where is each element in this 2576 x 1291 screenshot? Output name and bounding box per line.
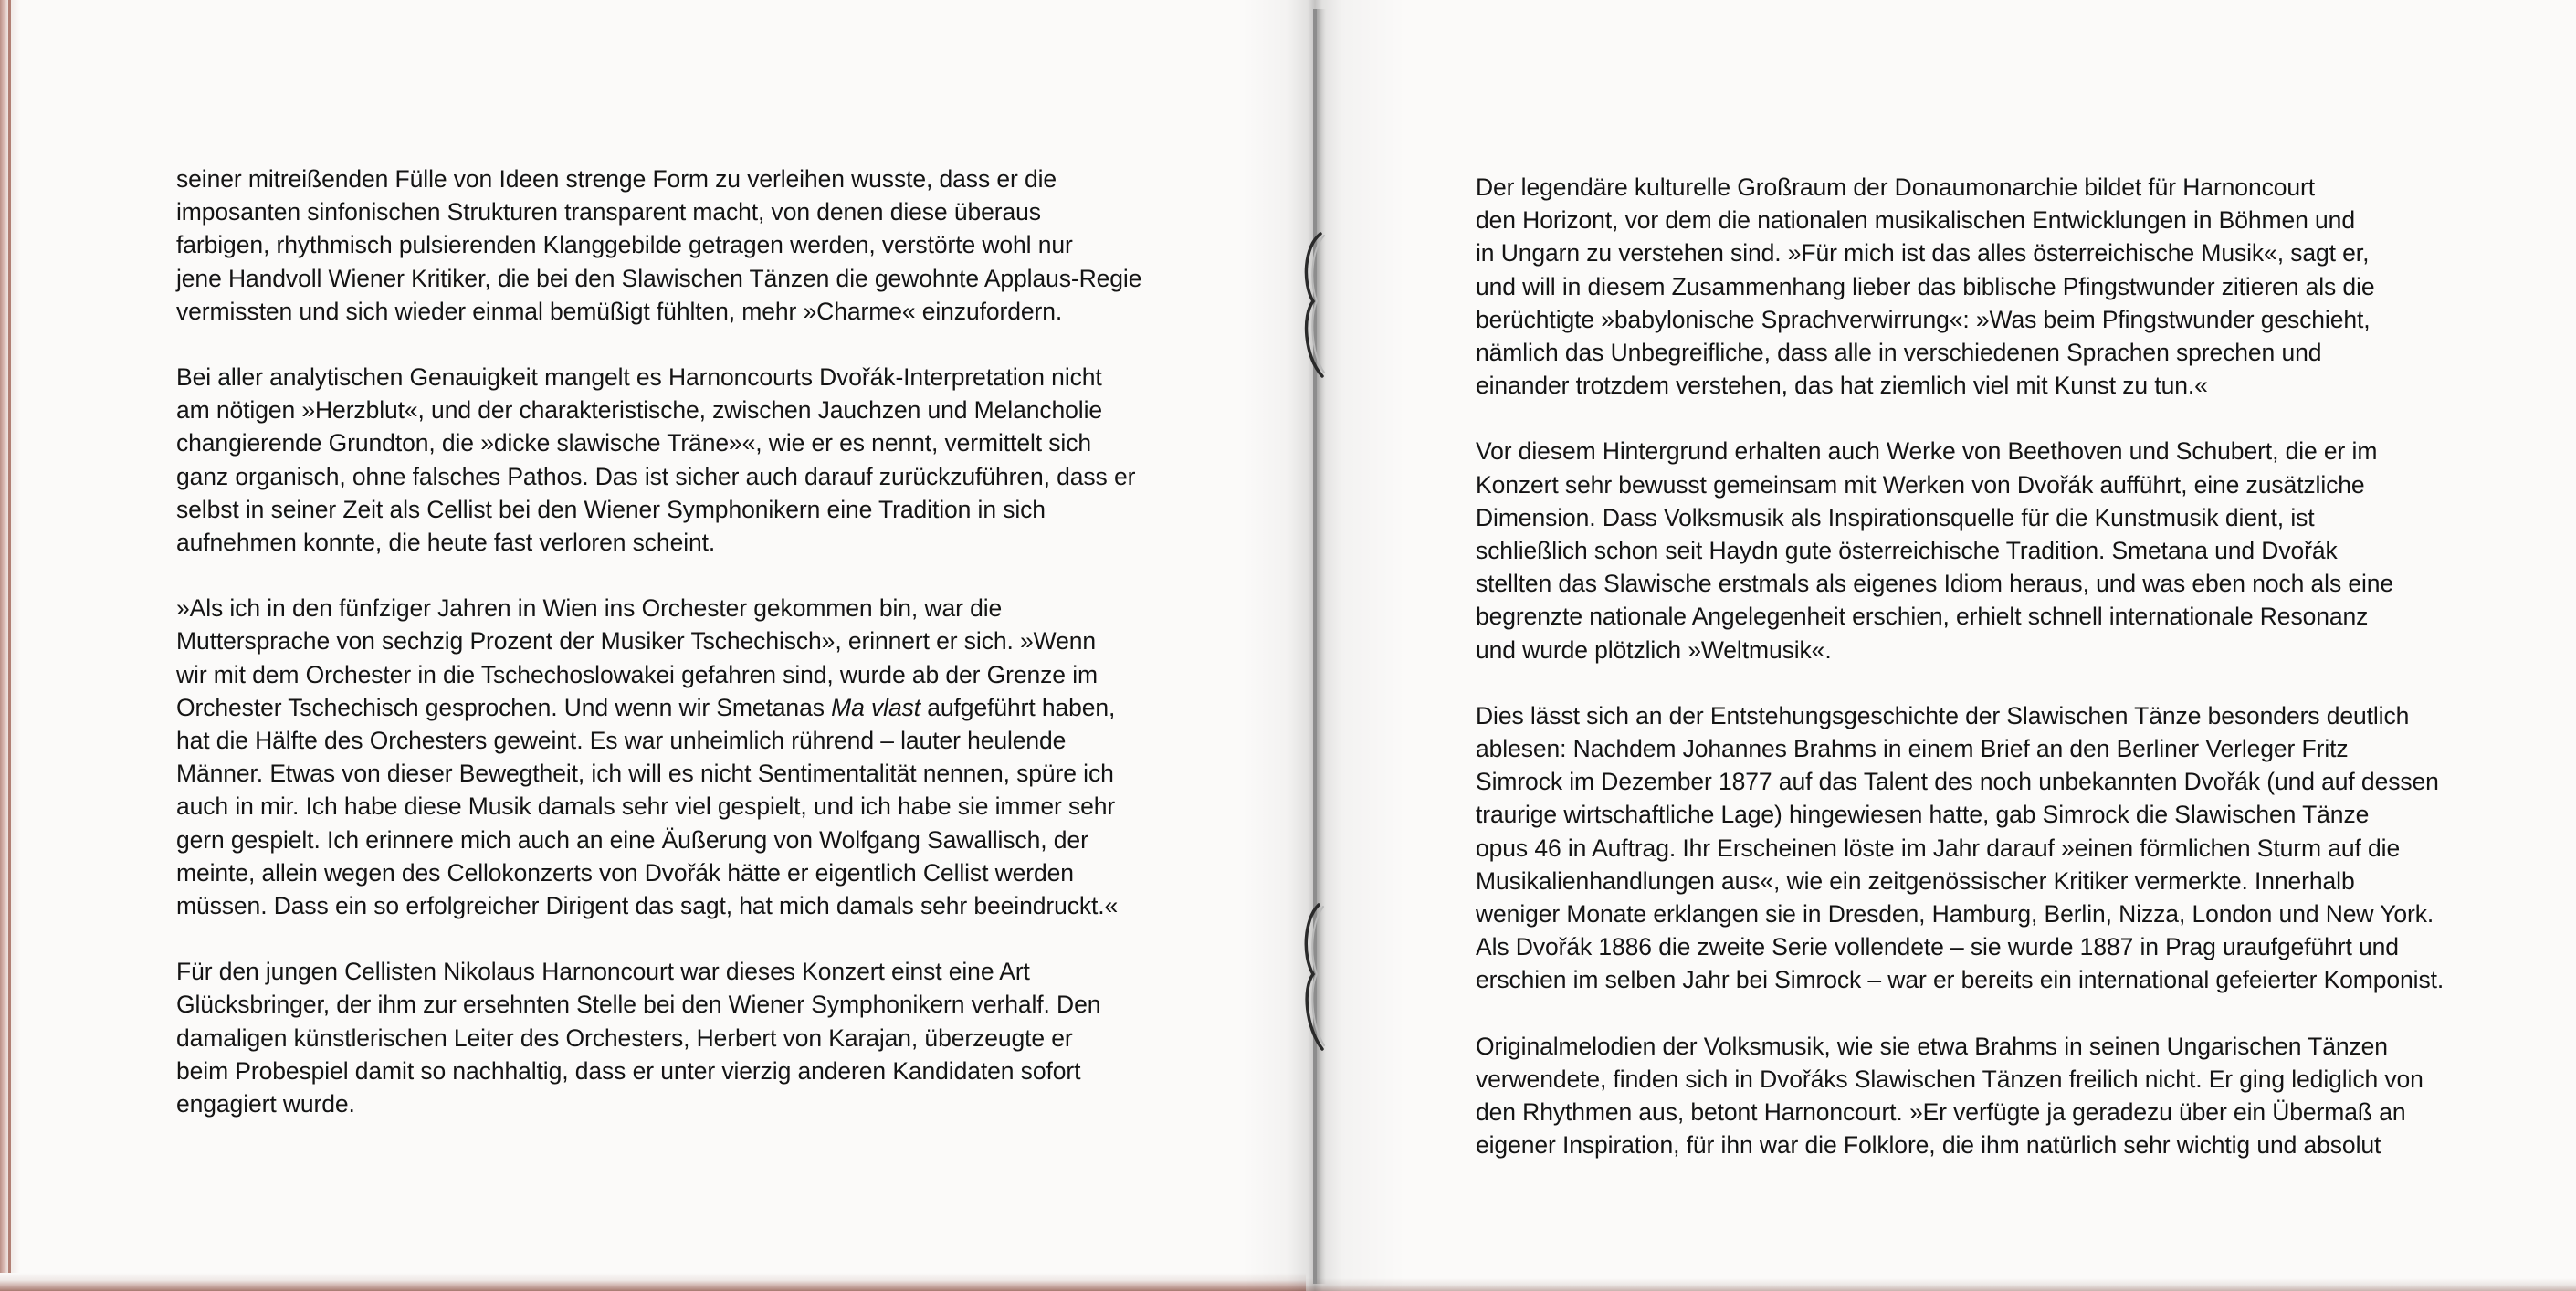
text-line: selbst in seiner Zeit als Cellist bei den Wiener Symphonikern eine Tradition in sich	[176, 495, 1046, 523]
paragraph	[1476, 699, 2517, 997]
paragraph	[1476, 1030, 2517, 1162]
text-segment: Orchester Tschechisch gesprochen. Und wenn wir Smetanas	[176, 693, 825, 721]
text-line: hat die Hälfte des Orchesters geweint. Es war unheimlich rührend – lauter heulende	[176, 727, 1067, 755]
text-line: und will in diesem Zusammenhang lieber das biblische Pfingstwunder zitieren als die	[1476, 272, 2375, 300]
text-line: seiner mitreißenden Fülle von Ideen strenge Form zu verleihen wusste, dass er die	[176, 165, 1057, 193]
text-line: aufnehmen konnte, die heute fast verloren scheint.	[176, 529, 716, 557]
text-line: berüchtigte »babylonische Sprachverwirrung«: »Was beim Pfingstwunder geschieht,	[1476, 305, 2371, 333]
text-line: vermissten und sich wieder einmal bemüßigt fühlten, mehr »Charme« einzufordern.	[176, 297, 1063, 325]
text-line: Konzert sehr bewusst gemeinsam mit Werken von Dvořák aufführt, eine zusätzliche	[1476, 470, 2365, 499]
text-line: erschien im selben Jahr bei Simrock – war er bereits ein international gefeierter Komponist.	[1476, 966, 2445, 994]
text-line	[176, 691, 1208, 724]
text-line: weniger Monate erklangen sie in Dresden, Hamburg, Berlin, Nizza, London und New York.	[1476, 900, 2434, 929]
paragraph	[176, 592, 1208, 922]
text-line: Glücksbringer, der ihm zur ersehnten Stelle bei den Wiener Symphonikern verhalf. Den	[176, 991, 1101, 1019]
work-title: Ma vlast	[831, 693, 920, 721]
paragraph	[176, 163, 1208, 328]
text-line: meinte, allein wegen des Cellokonzerts von Dvořák hätte er eigentlich Cellist werden	[176, 858, 1074, 887]
text-line: changierende Grundton, die »dicke slawische Träne»«, wie er es nennt, vermittelt sich	[176, 429, 1091, 457]
text-line: und wurde plötzlich »Weltmusik«.	[1476, 635, 1832, 664]
text-line: den Rhythmen aus, betont Harnoncourt. »Er verfügte ja geradezu über ein Übermaß an	[1476, 1098, 2406, 1127]
text-line: traurige wirtschaftliche Lage) hingewiesen hatte, gab Simrock die Slawischen Tänze	[1476, 801, 2370, 829]
text-line: ablesen: Nachdem Johannes Brahms in einem Brief an den Berliner Verleger Fritz	[1476, 735, 2349, 763]
paragraph	[1476, 435, 2517, 666]
text-line: Dimension. Dass Volksmusik als Inspirationsquelle für die Kunstmusik dient, ist	[1476, 503, 2315, 531]
text-line: Für den jungen Cellisten Nikolaus Harnoncourt war dieses Konzert einst eine Art	[176, 958, 1030, 986]
text-line: Männer. Etwas von dieser Bewegtheit, ich will es nicht Sentimentalität nennen, spüre ich	[176, 760, 1114, 788]
text-line: engagiert wurde.	[176, 1090, 355, 1118]
text-segment: aufgeführt haben,	[920, 693, 1116, 721]
text-line: eigener Inspiration, für ihn war die Folklore, die ihm natürlich sehr wichtig und absolut	[1476, 1131, 2381, 1160]
text-line: in Ungarn zu verstehen sind. »Für mich ist das alles österreichische Musik«, sagt er,	[1476, 239, 2370, 268]
left-text-column	[176, 163, 1208, 1153]
text-line: opus 46 in Auftrag. Ihr Erscheinen löste im Jahr darauf »einen förmlichen Sturm auf die	[1476, 834, 2401, 862]
text-line: wir mit dem Orchester in die Tschechoslowakei gefahren sind, wurde ab der Grenze im	[176, 660, 1098, 688]
paragraph	[176, 361, 1208, 559]
text-line: Simrock im Dezember 1877 auf das Talent des noch unbekannten Dvořák (und auf dessen	[1476, 768, 2439, 796]
text-line: verwendete, finden sich in Dvořáks Slawischen Tänzen freilich nicht. Er ging lediglich von	[1476, 1065, 2424, 1093]
text-line: nämlich das Unbegreifliche, dass alle in verschiedenen Sprachen sprechen und	[1476, 339, 2322, 367]
text-line: jene Handvoll Wiener Kritiker, die bei den Slawischen Tänzen die gewohnte Applaus-Regie	[176, 264, 1142, 292]
text-line: müssen. Dass ein so erfolgreicher Dirigent das sagt, hat mich damals sehr beeindruckt.«	[176, 892, 1119, 920]
text-line: Originalmelodien der Volksmusik, wie sie etwa Brahms in seinen Ungarischen Tänzen	[1476, 1032, 2388, 1060]
left-page	[0, 0, 1297, 1278]
text-line: gern gespielt. Ich erinnere mich auch an eine Äußerung von Wolfgang Sawallisch, der	[176, 825, 1088, 854]
text-line: Muttersprache von sechzig Prozent der Musiker Tschechisch», erinnert er sich. »Wenn	[176, 627, 1097, 656]
text-line: begrenzte nationale Angelegenheit erschien, erhielt schnell internationale Resonanz	[1476, 603, 2369, 631]
paragraph	[176, 955, 1208, 1120]
paragraph	[1476, 171, 2517, 402]
text-line: Dies lässt sich an der Entstehungsgeschichte der Slawischen Tänze besonders deutlich	[1476, 701, 2410, 729]
text-line: Bei aller analytischen Genauigkeit mangelt es Harnoncourts Dvořák-Interpretation nicht	[176, 363, 1102, 392]
text-line: auch in mir. Ich habe diese Musik damals sehr viel gespielt, und ich habe sie immer sehr	[176, 792, 1116, 821]
text-line: Musikalienhandlungen aus«, wie ein zeitgenössischer Kritiker vermerkte. Innerhalb	[1476, 866, 2355, 895]
bottom-edge-right	[1306, 1278, 2576, 1291]
text-line: beim Probespiel damit so nachhaltig, dass er unter vierzig anderen Kandidaten sofort	[176, 1056, 1081, 1085]
text-line: Vor diesem Hintergrund erhalten auch Werke von Beethoven und Schubert, die er im	[1476, 437, 2378, 466]
text-line: den Horizont, vor dem die nationalen musikalischen Entwicklungen in Böhmen und	[1476, 206, 2355, 235]
text-line: Als Dvořák 1886 die zweite Serie vollendete – sie wurde 1887 in Prag uraufgeführt und	[1476, 933, 2399, 961]
text-line: damaligen künstlerischen Leiter des Orchesters, Herbert von Karajan, überzeugte er	[176, 1023, 1073, 1052]
text-line: am nötigen »Herzblut«, und der charakteristische, zwischen Jauchzen und Melancholie	[176, 396, 1102, 425]
text-line: imposanten sinfonischen Strukturen transparent macht, von denen diese überaus	[176, 198, 1041, 226]
text-line: »Als ich in den fünfziger Jahren in Wien ins Orchester gekommen bin, war die	[176, 594, 1003, 623]
text-line: ganz organisch, ohne falsches Pathos. Das ist sicher auch darauf zurückzuführen, dass er	[176, 462, 1136, 490]
text-line: stellten das Slawische erstmals als eigenes Idiom heraus, und was eben noch als eine	[1476, 570, 2394, 598]
right-page	[1324, 0, 2576, 1278]
text-line: schließlich schon seit Haydn gute österreichische Tradition. Smetana und Dvořák	[1476, 537, 2338, 565]
right-text-column	[1476, 171, 2517, 1194]
text-line: Der legendäre kulturelle Großraum der Donaumonarchie bildet für Harnoncourt	[1476, 173, 2315, 201]
text-line: farbigen, rhythmisch pulsierenden Klanggebilde getragen werden, verstörte wohl nur	[176, 231, 1073, 259]
text-line: einander trotzdem verstehen, das hat ziemlich viel mit Kunst zu tun.«	[1476, 372, 2208, 400]
